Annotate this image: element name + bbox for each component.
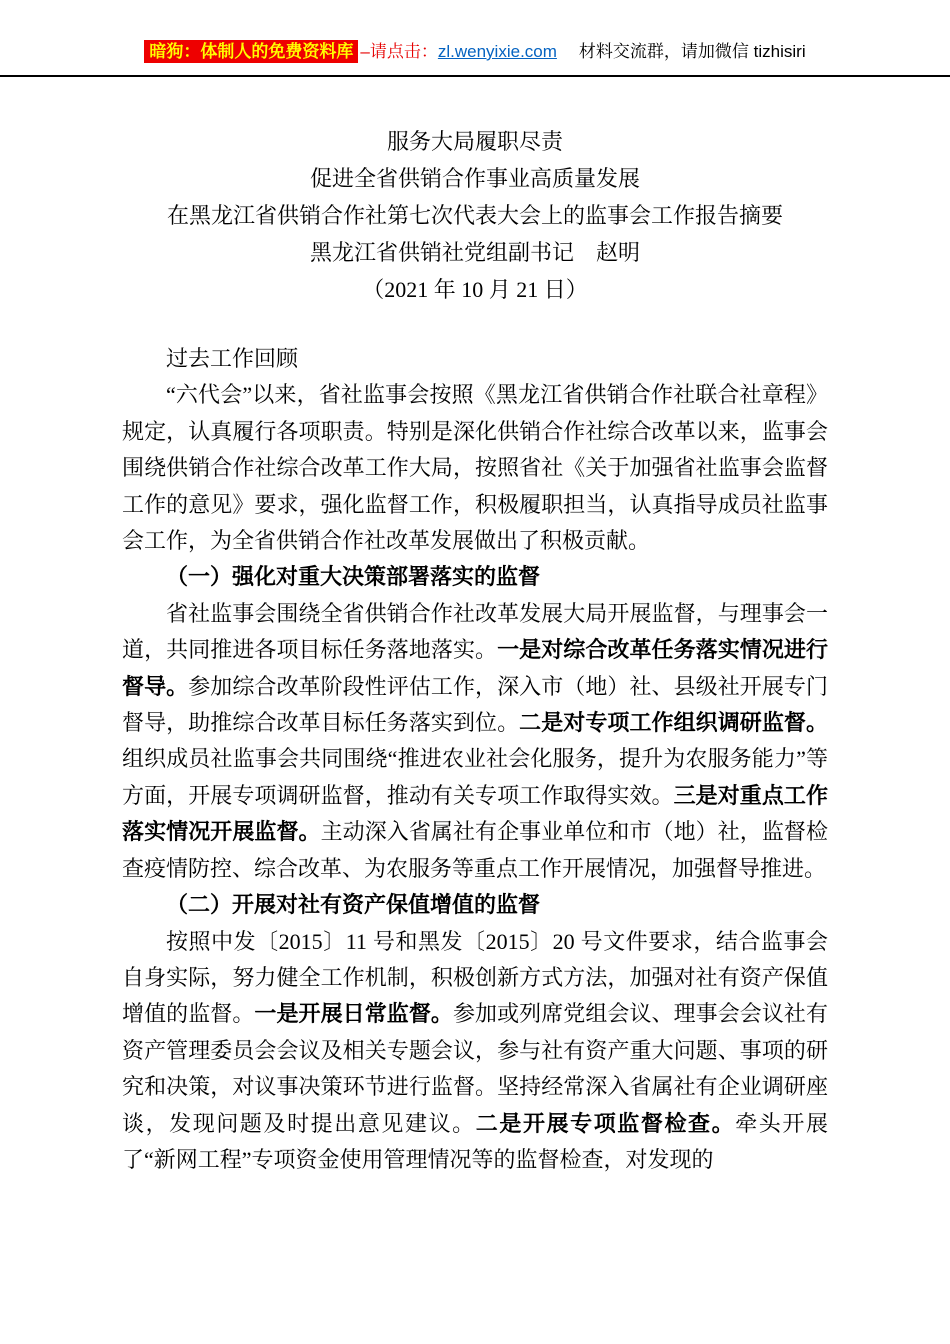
text-run: 一是对综合改革任务落实情况进行督导。 [122, 637, 828, 699]
document-content [0, 77, 950, 1218]
promo-header [0, 0, 950, 64]
paragraph [122, 596, 828, 887]
text-run: 一是开展日常监督。 [254, 1001, 453, 1027]
text-run: 主动深入省属社有企事业单位和市（地）社，监督检查疫情防控、综合改革、为农服务等重点工作开展情况，加强督导推进。 [122, 819, 828, 881]
title-line: 服务大局履职尽责 [386, 129, 563, 154]
title-line: （2021 年 10 月 21 日） [362, 277, 588, 302]
text-run: 三是对重点工作落实情况开展监督。 [122, 782, 828, 845]
text-run: （一）强化对重大决策部署落实的监督 [166, 564, 541, 590]
text-run: 参加综合改革阶段性评估工作，深入市（地）社、县级社开展专门督导，助推综合改革目标任务落实到位。 [122, 673, 828, 736]
promo-click-prompt: –请点击： [360, 42, 438, 61]
text-run: 过去工作回顾 [166, 346, 299, 371]
text-run: 按照中发〔2015〕11 号和黑发〔2015〕20 号文件要求，结合监事会自身实际，努力健全工作机制，积极创新方式方法，加强对社有资产保值增值的监督。 [122, 928, 828, 1027]
promo-highlight: 暗狗：体制人的免费资料库 [144, 40, 358, 63]
title-line: 促进全省供销合作事业高质量发展 [309, 166, 640, 191]
section-heading [122, 887, 828, 923]
paragraph [122, 341, 828, 377]
text-run: “六代会”以来，省社监事会按照《黑龙江省供销合作社联合社章程》规定，认真履行各项职责。特别是深化供销合作社综合改革以来，监事会围绕供销合作社综合改革工作大局，按照省社《关于加强省社监事会监督工作的意见》要求，强化监督工作，积极履职担当，认真指导成员社监事会工作，为全省供销合作社改革发展做出了积极贡献。 [122, 382, 828, 554]
text-run: （二）开展对社有资产保值增值的监督 [166, 892, 541, 918]
section-heading [122, 559, 828, 595]
paragraph [122, 377, 828, 559]
text-run: 二是开展专项监督检查。 [475, 1110, 736, 1136]
text-run: 二是对专项工作组织调研监督。 [519, 710, 828, 736]
text-run: 组织成员社监事会共同围绕“推进农业社会化服务，提升为农服务能力”等方面，开展专项调研监督，推动有关专项工作取得实效。 [122, 746, 828, 808]
paragraph [122, 924, 828, 1179]
text-run: 牵头开展了“新网工程”专项资金使用管理情况等的监督检查，对发现的 [122, 1110, 828, 1172]
promo-suffix: 材料交流群，请加微信 tizhisiri [578, 42, 806, 61]
title-block [122, 123, 828, 308]
title-line: 黑龙江省供销社党组副书记 赵明 [309, 240, 640, 265]
promo-link[interactable]: zl.wenyixie.com [437, 42, 557, 61]
title-line: 在黑龙江省供销合作社第七次代表大会上的监事会工作报告摘要 [166, 203, 783, 228]
document-body [122, 341, 828, 1178]
text-run: 参加或列席党组会议、理事会会议社有资产管理委员会会议及相关专题会议，参与社有资产重大问题、事项的研究和决策，对议事决策环节进行监督。坚持经常深入省属社有企业调研座谈，发现问题及时提出意见建议。 [122, 1001, 828, 1136]
text-run: 省社监事会围绕全省供销合作社改革发展大局开展监督，与理事会一道，共同推进各项目标任务落地落实。 [122, 600, 828, 663]
